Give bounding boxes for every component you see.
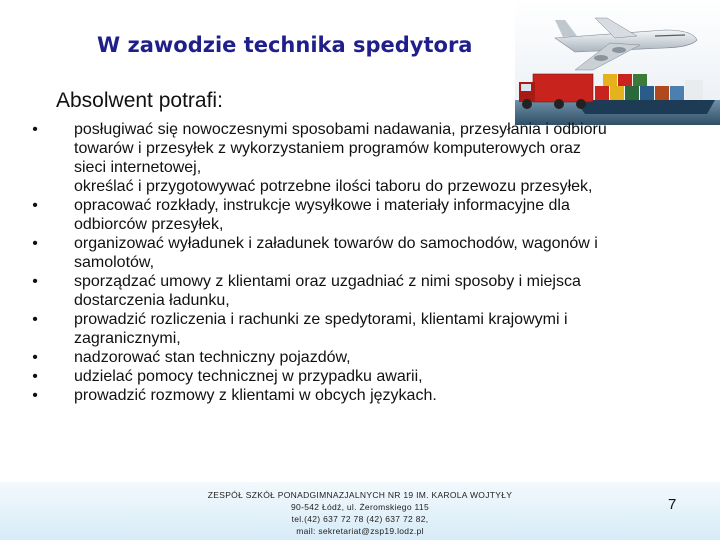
list-item xyxy=(30,272,700,310)
list-item-text: sieci internetowej, xyxy=(74,159,202,176)
list-item-text: udzielać pomocy technicznej w przypadku awarii, xyxy=(74,368,423,385)
bullet-icon: • xyxy=(32,235,38,252)
bullet-list xyxy=(30,120,700,405)
list-item xyxy=(30,310,700,348)
page-number: 7 xyxy=(668,496,677,513)
footer-address: 90-542 Łódź, ul. Żeromskiego 115 xyxy=(291,502,429,512)
bullet-icon: • xyxy=(32,311,38,328)
list-item-text: opracować rozkłady, instrukcje wysyłkowe i materiały informacyjne dla xyxy=(74,197,570,214)
bullet-icon: • xyxy=(32,197,38,214)
list-item-text: posługiwać się nowoczesnymi sposobami nadawania, przesyłania i odbioru xyxy=(74,121,607,138)
footer-email: mail: sekretariat@zsp19.lodz.pl xyxy=(296,526,424,536)
list-item-text: dostarczenia ładunku, xyxy=(74,292,230,309)
slide-title: W zawodzie technika spedytora xyxy=(97,33,473,57)
list-item-text: organizować wyładunek i załadunek towarów do samochodów, wagonów i xyxy=(74,235,598,252)
bullet-icon: • xyxy=(32,273,38,290)
footer-phone: tel.(42) 637 72 78 (42) 637 72 82, xyxy=(291,514,429,524)
list-item xyxy=(30,234,700,272)
list-item xyxy=(30,386,700,405)
list-item xyxy=(30,348,700,367)
bullet-icon: • xyxy=(32,121,38,138)
logistics-illustration xyxy=(515,0,720,125)
bullet-icon: • xyxy=(32,368,38,385)
footer-school-name: ZESPÓŁ SZKÓŁ PONADGIMNAZJALNYCH NR 19 IM. KAROLA WOJTYŁY xyxy=(207,490,513,500)
bullet-icon: • xyxy=(32,387,38,404)
list-item-text: nadzorować stan techniczny pojazdów, xyxy=(74,349,351,366)
list-item-text: odbiorców przesyłek, xyxy=(74,216,224,233)
list-item-text: prowadzić rozmowy z klientami w obcych językach. xyxy=(74,387,437,404)
slide-subtitle: Absolwent potrafi: xyxy=(56,89,223,112)
list-item xyxy=(30,367,700,386)
list-item-text: zagranicznymi, xyxy=(74,330,181,347)
list-item-text: sporządzać umowy z klientami oraz uzgadniać z nimi sposoby i miejsca xyxy=(74,273,581,290)
list-item xyxy=(30,120,700,196)
bullet-icon: • xyxy=(32,349,38,366)
footer-school-info xyxy=(170,489,550,537)
list-item-text: określać i przygotowywać potrzebne ilości taboru do przewozu przesyłek, xyxy=(74,178,593,195)
list-item-text: prowadzić rozliczenia i rachunki ze spedytorami, klientami krajowymi i xyxy=(74,311,568,328)
list-item-text: samolotów, xyxy=(74,254,155,271)
list-item xyxy=(30,196,700,234)
list-item-text: towarów i przesyłek z wykorzystaniem programów komputerowych oraz xyxy=(74,140,581,157)
